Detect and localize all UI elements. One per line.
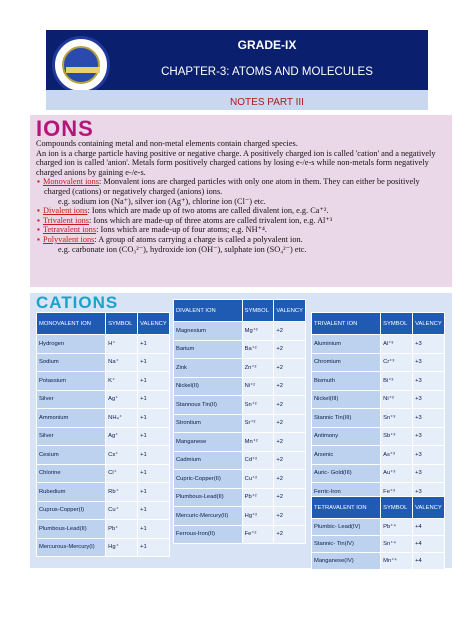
table-cell: +3 (413, 390, 445, 409)
table-cell: Nickel(III) (312, 390, 381, 409)
table-cell: H⁺ (106, 335, 138, 354)
table-cell: Cu⁺² (242, 470, 274, 489)
example-monovalent: e.g. sodium ion (Na⁺), silver ion (Ag⁺), chlorine ion (Cl⁻) etc. (58, 196, 266, 206)
table-cell: Manganese(IV) (312, 553, 381, 570)
table-row (312, 536, 445, 553)
table-cell: Ag⁺ (106, 427, 138, 446)
table-row (312, 464, 445, 483)
table-row (37, 501, 170, 520)
table-cell: Cadmium (174, 451, 243, 470)
table-row (174, 396, 306, 415)
table-cell: Ba⁺² (242, 340, 274, 359)
table-cell: +1 (138, 501, 170, 520)
table-cell: Cd⁺² (242, 451, 274, 470)
table-row (37, 538, 170, 557)
table-cell: +3 (413, 464, 445, 483)
monovalent-table (36, 312, 170, 557)
table-cell: +3 (413, 409, 445, 428)
table-cell: Sodium (37, 353, 106, 372)
table-cell: Mercuric-Mercury(II) (174, 507, 243, 526)
table-cell: Bismuth (312, 372, 381, 391)
table-cell: Ni⁺³ (381, 390, 413, 409)
column-header: VALENCY (413, 497, 445, 519)
table-cell: Cesium (37, 446, 106, 465)
notes-bar (46, 90, 428, 110)
table-cell: Mn⁺⁴ (381, 553, 413, 570)
table-cell: +4 (413, 536, 445, 553)
ions-section (30, 115, 452, 287)
ions-intro-1: Compounds containing metal and non-metal elements contain charged species. (36, 139, 298, 148)
table-row (37, 446, 170, 465)
table-cell: +2 (274, 322, 306, 341)
table-cell: Mn⁺² (242, 433, 274, 452)
table-cell: Stannic- Tin(IV) (312, 536, 381, 553)
table-cell: K⁺ (106, 372, 138, 391)
table-cell: +2 (274, 470, 306, 489)
table-row (37, 520, 170, 539)
table-cell: +1 (138, 427, 170, 446)
table-cell: Silver (37, 390, 106, 409)
table-cell: Pb⁺⁴ (381, 519, 413, 536)
column-header: MONOVALENT ION (37, 313, 106, 335)
table-cell: Hydrogen (37, 335, 106, 354)
table-row (174, 359, 306, 378)
cations-title: CATIONS (36, 293, 119, 312)
table-cell: Strontium (174, 414, 243, 433)
table-cell: Zn⁺² (242, 359, 274, 378)
table-cell: Manganese (174, 433, 243, 452)
table-row (37, 353, 170, 372)
table-cell: Cupric-Copper(II) (174, 470, 243, 489)
table-cell: +1 (138, 483, 170, 502)
column-header: SYMBOL (381, 497, 413, 519)
table-cell: Cl⁺ (106, 464, 138, 483)
table-row (37, 372, 170, 391)
table-cell: +4 (413, 519, 445, 536)
table-cell: Aluminium (312, 335, 381, 354)
table-cell: +2 (274, 433, 306, 452)
table-cell: Auric- Gold(III) (312, 464, 381, 483)
table-row (312, 335, 445, 354)
table-row (174, 414, 306, 433)
table-cell: Plumbous-Lead(II) (37, 520, 106, 539)
table-row (312, 427, 445, 446)
table-cell: Plumbous-Lead(II) (174, 488, 243, 507)
table-cell: Plumbic- Lead(IV) (312, 519, 381, 536)
table-cell: Barium (174, 340, 243, 359)
table-cell: Cr⁺³ (381, 353, 413, 372)
column-header: VALENCY (413, 313, 445, 335)
cations-section (30, 293, 452, 568)
table-cell: Nickel(II) (174, 377, 243, 396)
table-header-row (174, 300, 306, 322)
table-cell: +2 (274, 507, 306, 526)
table-row (174, 451, 306, 470)
column-header: DIVALENT ION (174, 300, 243, 322)
table-cell: Pb⁺² (242, 488, 274, 507)
table-cell: Ferrous-Iron(II) (174, 525, 243, 544)
table-row (174, 507, 306, 526)
table-cell: +1 (138, 538, 170, 557)
table-row (37, 409, 170, 428)
table-cell: Stannous Tin(II) (174, 396, 243, 415)
table-cell: +2 (274, 377, 306, 396)
column-header: SYMBOL (106, 313, 138, 335)
table-row (312, 390, 445, 409)
table-cell: Magnesium (174, 322, 243, 341)
table-row (312, 553, 445, 570)
table-cell: +2 (274, 359, 306, 378)
column-header: VALENCY (274, 300, 306, 322)
column-header: TETRAVALENT ION (312, 497, 381, 519)
table-cell: Hg⁺² (242, 507, 274, 526)
bullet-divalent: ▪ Divalent ions: Ions which are made up of two atoms are called divalent ion, e.g. Ca⁺². (36, 206, 446, 216)
table-cell: +2 (274, 340, 306, 359)
column-header: SYMBOL (242, 300, 274, 322)
table-cell: Chlorine (37, 464, 106, 483)
table-cell: Chromium (312, 353, 381, 372)
column-header: SYMBOL (381, 313, 413, 335)
table-row (312, 353, 445, 372)
table-cell: +4 (413, 553, 445, 570)
table-cell: +2 (274, 396, 306, 415)
table-cell: Pb⁺ (106, 520, 138, 539)
table-row (37, 427, 170, 446)
chapter-title: CHAPTER-3: ATOMS AND MOLECULES (161, 66, 373, 78)
example-polyvalent: e.g. carbonate ion (CO₃²⁻), hydroxide ion (OH⁻), sulphate ion (SO₄²⁻) etc. (58, 244, 307, 254)
column-header: TRIVALENT ION (312, 313, 381, 335)
table-row (37, 335, 170, 354)
notes-label: NOTES PART III (230, 97, 304, 108)
table-cell: Hg⁺ (106, 538, 138, 557)
table-cell: Au⁺³ (381, 464, 413, 483)
table-cell: Arsenic (312, 446, 381, 465)
bullet-polyvalent: ▪ Polyvalent ions: A group of atoms carrying a charge is called a polyvalent ion. (36, 235, 446, 245)
table-cell: Sn⁺³ (381, 409, 413, 428)
table-cell: Cuprus-Copper(I) (37, 501, 106, 520)
table-header-row (312, 313, 445, 335)
table-cell: +2 (274, 525, 306, 544)
table-cell: +3 (413, 372, 445, 391)
table-cell: Potassium (37, 372, 106, 391)
table-cell: +1 (138, 353, 170, 372)
table-row (312, 446, 445, 465)
table-cell: As⁺³ (381, 446, 413, 465)
table-cell: Ni⁺² (242, 377, 274, 396)
table-cell: Stannic Tin(III) (312, 409, 381, 428)
table-header-row (312, 497, 445, 519)
table-row (37, 464, 170, 483)
table-row (37, 390, 170, 409)
divalent-table (173, 299, 306, 544)
table-row (174, 322, 306, 341)
table-cell: +2 (274, 414, 306, 433)
table-cell: Bi⁺³ (381, 372, 413, 391)
table-row (174, 377, 306, 396)
table-header-row (37, 313, 170, 335)
table-cell: Antimony (312, 427, 381, 446)
table-row (174, 433, 306, 452)
table-row (37, 483, 170, 502)
bullet-monovalent: ▪ Monovalent ions: Monvalent ions are charged particles with only one atom in them. They can either be positively charged (cations) or negatively charged (anions) ions. (36, 177, 446, 196)
table-cell: Fe⁺³ (381, 483, 413, 502)
table-row (174, 340, 306, 359)
table-cell: +3 (413, 335, 445, 354)
table-cell: +3 (413, 427, 445, 446)
table-cell: Sn⁺⁴ (381, 536, 413, 553)
table-cell: +1 (138, 372, 170, 391)
table-row (312, 519, 445, 536)
table-cell: Silver (37, 427, 106, 446)
table-cell: +2 (274, 451, 306, 470)
ions-title: IONS (36, 116, 94, 141)
bullet-trivalent: ▪ Trivalent ions: Ions which are made-up of three atoms are called trivalent ion, e.g. Al⁺³ (36, 216, 446, 226)
table-cell: Zink (174, 359, 243, 378)
table-row (174, 488, 306, 507)
table-row (174, 470, 306, 489)
table-cell: Cu⁺ (106, 501, 138, 520)
table-cell: +3 (413, 353, 445, 372)
table-cell: Sr⁺² (242, 414, 274, 433)
table-cell: Fe⁺² (242, 525, 274, 544)
table-cell: Mercurous-Mercury(I) (37, 538, 106, 557)
table-cell: +1 (138, 390, 170, 409)
table-cell: +2 (274, 488, 306, 507)
table-cell: Mg⁺² (242, 322, 274, 341)
table-cell: Cs⁺ (106, 446, 138, 465)
table-cell: +3 (413, 483, 445, 502)
tetravalent-table (311, 496, 445, 570)
table-row (174, 525, 306, 544)
table-cell: +1 (138, 409, 170, 428)
table-cell: Sn⁺² (242, 396, 274, 415)
table-cell: Ammonium (37, 409, 106, 428)
table-cell: +1 (138, 335, 170, 354)
trivalent-table (311, 312, 445, 502)
table-cell: Ferric-Iron (312, 483, 381, 502)
table-cell: +1 (138, 446, 170, 465)
table-cell: Al⁺³ (381, 335, 413, 354)
ions-intro-2: An ion is a charge particle having positive or negative charge. A positively charged ion is called 'cation' and a negatively charged ion is called 'anion'. Metals form positively charged cations by losing e-/e-s while non-metals form negatively charged anions by gaining e-/e-s. (36, 148, 436, 177)
table-cell: Sb⁺³ (381, 427, 413, 446)
table-cell: Ag⁺ (106, 390, 138, 409)
table-cell: +1 (138, 520, 170, 539)
table-cell: +1 (138, 464, 170, 483)
table-row (312, 372, 445, 391)
bullet-tetravalent: ▪ Tetravalent ions: Ions which are made-up of four atoms; e.g. NH⁺⁴. (36, 225, 446, 235)
table-cell: Na⁺ (106, 353, 138, 372)
table-cell: Rubedium (37, 483, 106, 502)
column-header: VALENCY (138, 313, 170, 335)
table-cell: +3 (413, 446, 445, 465)
table-row (312, 409, 445, 428)
grade-title: GRADE-IX (237, 38, 297, 52)
table-cell: Rb⁺ (106, 483, 138, 502)
table-cell: NH₄⁺ (106, 409, 138, 428)
